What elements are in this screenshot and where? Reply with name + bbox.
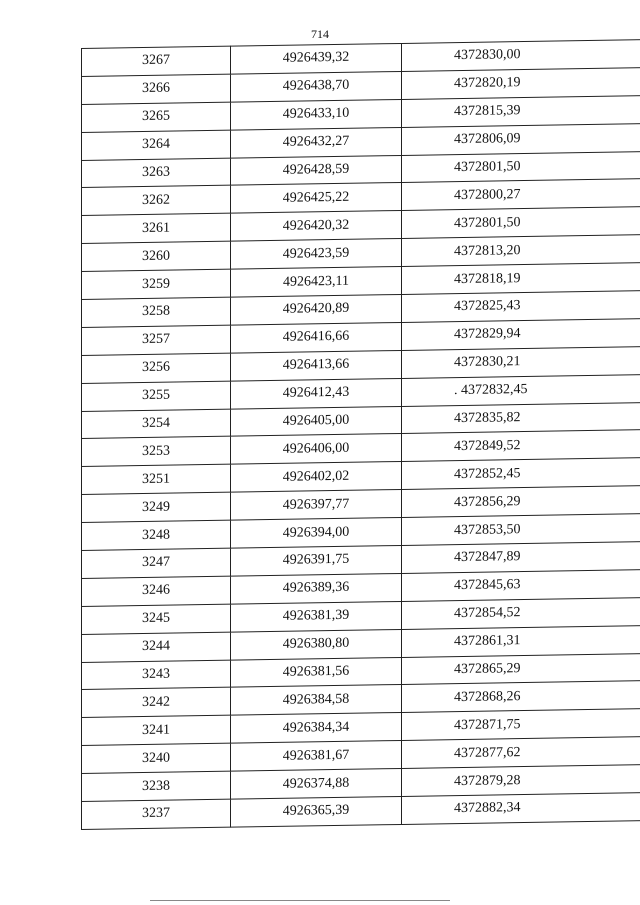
y-coordinate-cell: 4372830,21 [402, 346, 640, 378]
x-coordinate-cell: 4926433,10 [231, 99, 402, 130]
x-coordinate-cell: 4926394,00 [231, 518, 402, 549]
x-coordinate-cell: 4926391,75 [231, 545, 402, 576]
y-coordinate-cell: 4372877,62 [402, 737, 640, 769]
page-number: 714 [311, 27, 329, 41]
x-coordinate-cell: 4926432,27 [231, 127, 402, 158]
y-coordinate-cell: 4372835,82 [402, 402, 640, 434]
x-coordinate-cell: 4926365,39 [231, 797, 402, 828]
point-number-cell: 3242 [82, 688, 231, 718]
x-coordinate-cell: 4926402,02 [231, 462, 402, 493]
point-number-cell: 3260 [82, 241, 231, 271]
y-coordinate-cell: 4372861,31 [402, 625, 640, 657]
x-coordinate-cell: 4926397,77 [231, 490, 402, 521]
point-number-cell: 3256 [82, 353, 231, 383]
y-coordinate-cell: 4372830,00 [402, 40, 640, 72]
y-coordinate-cell: 4372852,45 [402, 458, 640, 490]
x-coordinate-cell: 4926439,32 [231, 43, 402, 74]
point-number-cell: 3246 [82, 576, 231, 606]
point-number-cell: 3254 [82, 409, 231, 439]
x-coordinate-cell: 4926413,66 [231, 350, 402, 381]
point-number-cell: 3255 [82, 381, 231, 411]
x-coordinate-cell: 4926406,00 [231, 434, 402, 465]
point-number-cell: 3257 [82, 325, 231, 355]
y-coordinate-cell: 4372800,27 [402, 179, 640, 211]
x-coordinate-cell: 4926425,22 [231, 183, 402, 214]
x-coordinate-cell: 4926380,80 [231, 629, 402, 660]
x-coordinate-cell: 4926412,43 [231, 378, 402, 409]
point-number-cell: 3253 [82, 437, 231, 467]
y-coordinate-cell: 4372879,28 [402, 765, 640, 797]
x-coordinate-cell: 4926384,34 [231, 713, 402, 744]
y-coordinate-cell: 4372813,20 [402, 235, 640, 267]
y-coordinate-cell: 4372815,39 [402, 95, 640, 127]
point-number-cell: 3267 [82, 46, 231, 76]
y-coordinate-cell: 4372801,50 [402, 207, 640, 239]
y-coordinate-cell: 4372868,26 [402, 681, 640, 713]
point-number-cell: 3240 [82, 743, 231, 773]
coordinates-table [81, 39, 640, 830]
y-coordinate-cell: 4372829,94 [402, 318, 640, 350]
x-coordinate-cell: 4926428,59 [231, 155, 402, 186]
point-number-cell: 3249 [82, 492, 231, 522]
coordinates-table-wrapper [81, 40, 598, 830]
y-coordinate-cell: 4372849,52 [402, 430, 640, 462]
y-coordinate-cell: 4372854,52 [402, 597, 640, 629]
y-coordinate-cell: 4372847,89 [402, 542, 640, 574]
y-coordinate-cell: 4372825,43 [402, 291, 640, 323]
y-coordinate-cell: 4372801,50 [402, 151, 640, 183]
point-number-cell: 3248 [82, 520, 231, 550]
point-number-cell: 3263 [82, 158, 231, 188]
y-coordinate-cell: 4372865,29 [402, 653, 640, 685]
point-number-cell: 3237 [82, 799, 231, 829]
x-coordinate-cell: 4926374,88 [231, 769, 402, 800]
x-coordinate-cell: 4926381,56 [231, 657, 402, 688]
x-coordinate-cell: 4926381,39 [231, 601, 402, 632]
x-coordinate-cell: 4926420,32 [231, 211, 402, 242]
page-bottom-rule [150, 900, 450, 901]
point-number-cell: 3244 [82, 632, 231, 662]
x-coordinate-cell: 4926423,11 [231, 267, 402, 298]
point-number-cell: 3261 [82, 213, 231, 243]
point-number-cell: 3259 [82, 269, 231, 299]
point-number-cell: 3251 [82, 465, 231, 495]
point-number-cell: 3264 [82, 130, 231, 160]
y-coordinate-cell: . 4372832,45 [402, 374, 640, 406]
y-coordinate-cell: 4372853,50 [402, 514, 640, 546]
x-coordinate-cell: 4926423,59 [231, 239, 402, 270]
point-number-cell: 3245 [82, 604, 231, 634]
x-coordinate-cell: 4926420,89 [231, 294, 402, 325]
y-coordinate-cell: 4372806,09 [402, 123, 640, 155]
point-number-cell: 3266 [82, 74, 231, 104]
y-coordinate-cell: 4372818,19 [402, 263, 640, 295]
x-coordinate-cell: 4926389,36 [231, 573, 402, 604]
point-number-cell: 3258 [82, 297, 231, 327]
y-coordinate-cell: 4372845,63 [402, 569, 640, 601]
x-coordinate-cell: 4926381,67 [231, 741, 402, 772]
y-coordinate-cell: 4372882,34 [402, 793, 640, 825]
point-number-cell: 3262 [82, 186, 231, 216]
coordinates-table-body [82, 40, 640, 830]
x-coordinate-cell: 4926384,58 [231, 685, 402, 716]
point-number-cell: 3241 [82, 716, 231, 746]
y-coordinate-cell: 4372856,29 [402, 486, 640, 518]
y-coordinate-cell: 4372820,19 [402, 67, 640, 99]
y-coordinate-cell: 4372871,75 [402, 709, 640, 741]
point-number-cell: 3265 [82, 102, 231, 132]
point-number-cell: 3238 [82, 771, 231, 801]
point-number-cell: 3243 [82, 660, 231, 690]
x-coordinate-cell: 4926438,70 [231, 71, 402, 102]
point-number-cell: 3247 [82, 548, 231, 578]
x-coordinate-cell: 4926405,00 [231, 406, 402, 437]
x-coordinate-cell: 4926416,66 [231, 322, 402, 353]
